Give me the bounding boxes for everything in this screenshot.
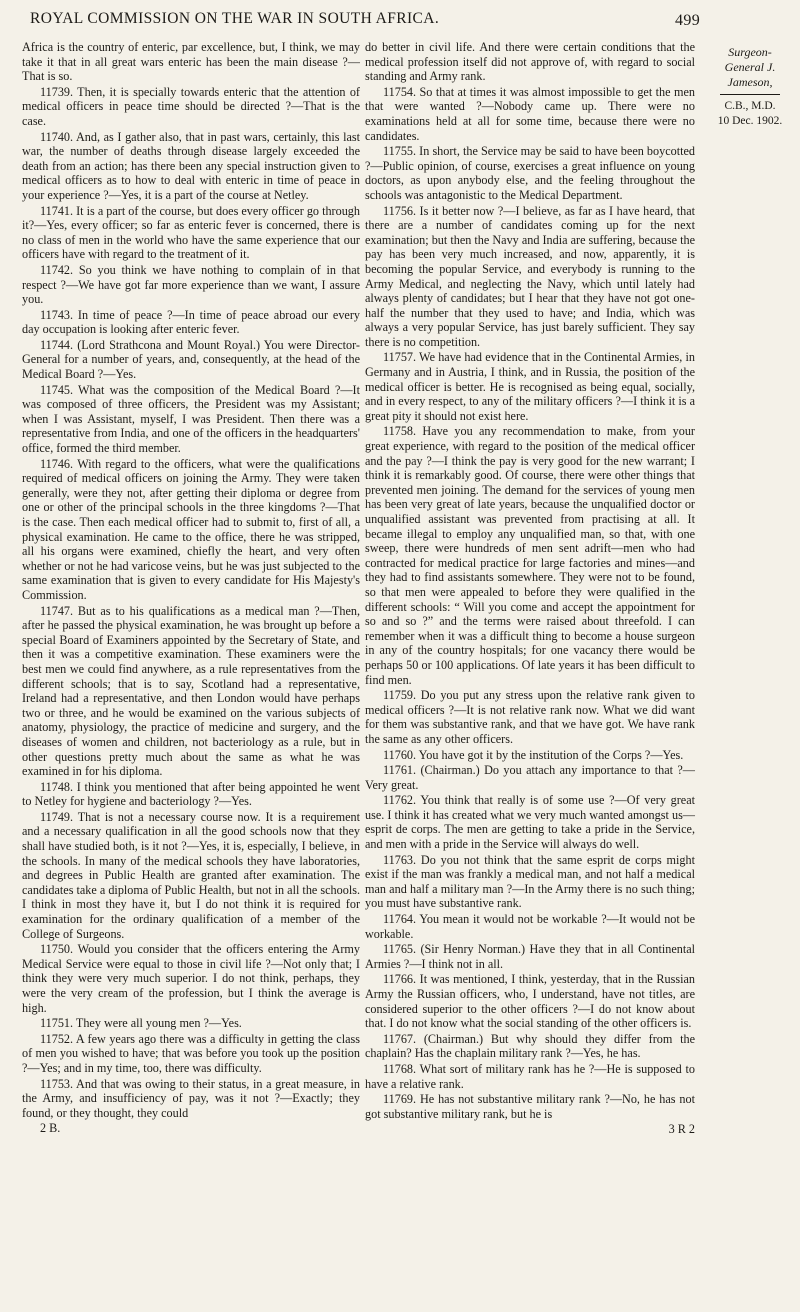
testimony-paragraph: 11746. With regard to the officers, what were the qualifications required of medical officers on joining the Army. They were taken generally, were they not, after getting their diploma or degree from one or other of the principal schools in the three kingdoms ?—That is the case. Then each medical officer had to submit to, first of all, a physical examination. He came to the office, there he was stripped, all his organs were examined, chiefly the heart, and very often whether or not he had varicose veins, but he was just subjected to the same examination that is given to every candidate for His Majesty's Commission. — [22, 456, 360, 602]
testimony-paragraph: 11757. We have had evidence that in the Continental Armies, in Germany and in Austria, I think, and in Russia, the position of the medical officer is better. He is recognised as being equal, socially, and in every respect, to any of the military officers ?—I think it is a great pity it should not exist here. — [365, 350, 695, 423]
margin-honours: C.B., M.D. — [724, 100, 776, 112]
signature-mark: 3 R 2 — [668, 1122, 695, 1137]
testimony-paragraph: 11753. And that was owing to their status, in a great measure, in the Army, and insufficiency of pay, was it not ?—Exactly; they found, or they thought, they could — [22, 1076, 360, 1120]
testimony-paragraph: 11759. Do you put any stress upon the relative rank given to medical officers ?—It is not relative rank now. What we did want for them was substantive rank, and that we have got. We have rank the same as any other officers. — [365, 688, 695, 746]
testimony-paragraph: 11755. In short, the Service may be said to have been boycotted ?—Public opinion, of course, exercises a great influence on young doctors, as upon anybody else, and the feeling throughout the schools was antagonistic to the Medical Department. — [365, 144, 695, 202]
testimony-paragraph: 11739. Then, it is specially towards enteric that the attention of medical officers in peace time should be directed ?—That is the case. — [22, 84, 360, 128]
testimony-paragraph: 11768. What sort of military rank has he ?—He is supposed to have a relative rank. — [365, 1061, 695, 1091]
signature-mark: 2 B. — [40, 1121, 61, 1136]
testimony-paragraph: 11758. Have you any recommendation to make, from your great experience, with regard to the position of the medical officer and the pay ?—I think the pay is very good for the new warrant; I think it is remarkably good. Of course, there were other things that prevented men joining. The demand for the services of young men has been very great of late years, because the unqualified doctor or unqualified assistant was prevented from practising at all. It became illegal to employ any unqualified man, so that, with one sweep, there were hundreds of men sent adrift—men who had contracted for medical practice for large factories and mines—and they had to find assistants somewhere. They were not to be found, so that men were appealed to before they were qualified in the different schools: “ Will you come and accept the appointment for so and so ?” and the terms were raised about threefold. I can remember when it was a difficult thing to become a house surgeon in any of the country hospitals; for one vacancy there would be perhaps 50 or 100 applications. Of late years it has been difficult to find men. — [365, 424, 695, 687]
testimony-paragraph: 11750. Would you consider that the officers entering the Army Medical Service were equal to those in civil life ?—Not only that; I think they were very much superior. I do not think, perhaps, they were the very cream of the profession, but I think the average is high. — [22, 942, 360, 1015]
testimony-paragraph: 11744. (Lord Strathcona and Mount Royal.) You were Director-General for a number of years, and, consequently, at the head of the Medical Board ?—Yes. — [22, 337, 360, 382]
testimony-paragraph: 11747. But as to his qualifications as a medical man ?—Then, after he passed the physical examination, he was brought up before a special Board of Examiners appointed by the Secretary of State, and then it was a competitive examination. These examiners were the best men we could find anywhere, as a rule representatives from the different schools; that is to say, Scotland had a representative, Ireland had a representative, and then London would have perhaps two or three, and he would be examined on the various subjects of anatomy, physiology, the practice of medicine and surgery, and the diseases of women and children, not bacteriology as a rule, but in other questions pretty much about the same as what he was examined in for his diploma. — [22, 603, 360, 779]
left-column — [22, 40, 360, 1137]
testimony-paragraph: 11769. He has not substantive military rank ?—No, he has not got substantive military rank, but he is — [365, 1092, 695, 1121]
testimony-paragraph: Africa is the country of enteric, par excellence, but, I think, we may take it that in all great wars enteric has been the main disease ?—That is so. — [22, 40, 360, 84]
margin-witness-line3: Jameson, — [727, 75, 773, 89]
testimony-paragraph: 11741. It is a part of the course, but does every officer go through it?—Yes, every officer; so far as enteric fever is concerned, there is no class of men in the world who have the same experience that our officers have with regard to the treatment of it. — [22, 203, 360, 262]
page-number: 499 — [675, 12, 701, 29]
margin-divider — [720, 94, 780, 95]
testimony-paragraph: 11763. Do you not think that the same esprit de corps might exist if the man was frankly a medical man, and not half a medical man and half a military man ?—In the Army there is no such thing; you must have substantive rank. — [365, 852, 695, 911]
testimony-paragraph: 11766. It was mentioned, I think, yesterday, that in the Russian Army the Russian officers, who, I understand, have not titles, are considered superior to the other officers ?—I do not know about that. I do not know what the social standing of the other officers is. — [365, 972, 695, 1031]
header-title: ROYAL COMMISSION ON THE WAR IN SOUTH AFRICA. — [30, 10, 440, 27]
testimony-paragraph: 11765. (Sir Henry Norman.) Have they that in all Continental Armies ?—I think not in all. — [365, 942, 695, 971]
testimony-paragraph: 11767. (Chairman.) But why should they differ from the chaplain? Has the chaplain military rank ?—Yes, he has. — [365, 1031, 695, 1061]
testimony-paragraph: 11740. And, as I gather also, that in past wars, certainly, this last war, the number of deaths through disease largely exceeded the death from an action; has there been any special instruction given to medical officers as to how to deal with enteric in time of peace in your experience ?—Yes, it is a part of the course at Netley. — [22, 129, 360, 202]
testimony-paragraph: 11754. So that at times it was almost impossible to get the men that were wanted ?—Nobody came up. There were no examinations held at all for some time, because there were no candidates. — [365, 84, 695, 143]
testimony-paragraph: 11762. You think that really is of some use ?—Of very great use. I think it has created what we very much wanted amongst us—esprit de corps. The men are getting to take a pride in the Service, and men with a pride in the Service will always do well. — [365, 793, 695, 852]
testimony-paragraph: 11749. That is not a necessary course now. It is a requirement and a necessary qualification in all the good schools now that they shall have studied both, is it not ?—Yes, it is, especially, I believe, in the schools. In many of the medical schools they have laboratories, and degrees in Public Health are granted after examination. The candidates take a diploma of Public Health, but not in all the schools. I think in most they have it, but I do not think it is required for examination for the ordinary qualification of a member of the College of Surgeons. — [22, 809, 360, 941]
testimony-paragraph: 11756. Is it better now ?—I believe, as far as I have heard, that there are a number of candidates coming up for the next examination; but then the Navy and India are suffering, because the pay has been very much increased, and now, apparently, it is becoming the popular Service, and everybody is running to the Army Medical, and neglecting the Navy, which until lately had always plenty of candidates; but I hear that they have not got one-half the number that they used to have; and India, which was always a very popular Service, has just barely sufficient. They say there is no competition. — [365, 203, 695, 349]
margin-witness-line2: General J. — [724, 60, 776, 74]
margin-witness-line1: Surgeon- — [728, 45, 772, 59]
testimony-paragraph: 11748. I think you mentioned that after being appointed he went to Netley for hygiene and bacteriology ?—Yes. — [22, 779, 360, 809]
testimony-paragraph: 11745. What was the composition of the Medical Board ?—It was composed of three officers, the President was my Assistant; when I was Assistant, myself, I was President. Then there was a representative from India, and one of the officers in the headquarters' office, formed the third member. — [22, 382, 360, 456]
testimony-paragraph: 11751. They were all young men ?—Yes. — [40, 1016, 242, 1031]
margin-date: 10 Dec. 1902. — [717, 115, 783, 127]
testimony-paragraph: do better in civil life. And there were certain conditions that the medical profession itself did not approve of, with regard to social standing and Army rank. — [365, 40, 695, 84]
right-column — [365, 40, 695, 1138]
running-header — [30, 10, 790, 34]
testimony-paragraph: 11742. So you think we have nothing to complain of in that respect ?—We have got far more experience than we want, I assure you. — [22, 262, 360, 307]
testimony-paragraph: 11761. (Chairman.) Do you attach any importance to that ?—Very great. — [365, 763, 695, 792]
testimony-paragraph: 11764. You mean it would not be workable ?—It would not be workable. — [365, 912, 695, 941]
testimony-paragraph: 11760. You have got it by the institution of the Corps ?—Yes. — [383, 747, 684, 762]
margin-note — [704, 45, 796, 129]
testimony-paragraph: 11752. A few years ago there was a difficulty in getting the class of men you wished to have; that was before you took up the position ?—Yes; and in my time, too, there was difficulty. — [22, 1031, 360, 1075]
testimony-paragraph: 11743. In time of peace ?—In time of peace abroad our every day occupation is looking after enteric fever. — [22, 307, 360, 337]
